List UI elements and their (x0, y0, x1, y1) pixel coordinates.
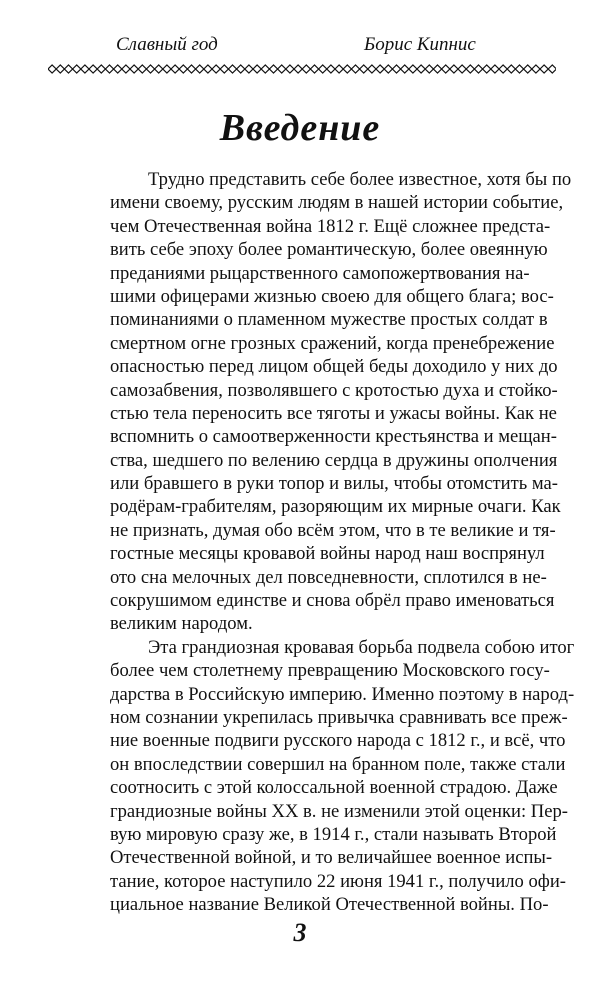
ornament-diamond (327, 65, 335, 73)
ornament-diamond (204, 65, 212, 73)
ornament-diamond (417, 65, 425, 73)
ornament-diamond (114, 65, 122, 73)
text-line: соотносить с этой колоссальной военной страдою. Даже (110, 777, 558, 799)
ornament-diamond (89, 65, 97, 73)
ornament-diamond (515, 65, 523, 73)
ornament-diamond (138, 65, 146, 73)
ornament-divider (48, 64, 556, 74)
text-line: гостные месяцы кровавой войны народ наш воспрянул (110, 543, 545, 565)
ornament-diamond (540, 65, 548, 73)
text-line: тание, которое наступило 22 июня 1941 г., получило офи- (110, 870, 566, 892)
text-line: чем Отечественная война 1812 г. Ещё сложнее предста- (110, 215, 551, 237)
ornament-diamond (499, 65, 507, 73)
text-line: ном сознании укрепилась привычка сравнивать все преж- (110, 706, 568, 728)
ornament-diamond (286, 65, 294, 73)
ornament-diamond (433, 65, 441, 73)
ornament-diamond (212, 65, 220, 73)
ornament-diamond (269, 65, 277, 73)
text-line: циальное название Великой Отечественной войны. По- (110, 894, 549, 916)
text-line: ние военные подвиги русского народа с 1812 г., и всё, что (110, 730, 566, 752)
text-line: поминаниями о пламенном мужестве простых солдат в (110, 309, 548, 331)
text-line: Отечественной войной, и то величайшее военное испы- (110, 847, 553, 869)
text-line: великим народом. (110, 613, 253, 635)
text-line: вспомнить о самоотверженности крестьянства и мещан- (110, 426, 557, 448)
text-line: стью тела переносить все тяготы и ужасы войны. Как не (110, 402, 557, 424)
ornament-diamond (81, 65, 89, 73)
ornament-diamond (491, 65, 499, 73)
ornament-diamond (442, 65, 450, 73)
ornament-diamond (64, 65, 72, 73)
ornament-diamond (483, 65, 491, 73)
text-line: или бравшего в руки топор и вилы, чтобы отомстить ма- (110, 473, 558, 495)
ornament-diamond (532, 65, 540, 73)
text-line: Трудно представить себе более известное, хотя бы по (148, 169, 572, 190)
text-line: дарства в Российскую империю. Именно поэтому в народ- (110, 683, 575, 705)
text-line: более чем столетнему превращению Московского госу- (110, 660, 550, 682)
text-line: не признать, думая обо всём этом, что в те великие и тя- (110, 519, 556, 541)
ornament-diamond (245, 65, 253, 73)
ornament-diamond (179, 65, 187, 73)
ornament-diamond (310, 65, 318, 73)
ornament-diamond (458, 65, 466, 73)
text-line: сокрушимом единстве и снова обрёл право именоваться (110, 590, 555, 612)
ornament-diamond (97, 65, 105, 73)
text-line: преданиями рыцарственного самопожертвования на- (110, 262, 530, 284)
ornament-diamond (376, 65, 384, 73)
ornament-diamond (196, 65, 204, 73)
chapter-title: Введение (219, 107, 381, 149)
ornament-diamond (294, 65, 302, 73)
ornament-diamond (155, 65, 163, 73)
ornament-diamond (171, 65, 179, 73)
ornament-diamond (368, 65, 376, 73)
text-line: шими офицерами жизнью своею для общего блага; вос- (110, 285, 554, 307)
ornament-diamond (524, 65, 532, 73)
ornament-diamond (507, 65, 515, 73)
running-head-left: Славный год (116, 34, 218, 55)
ornament-diamond (351, 65, 359, 73)
ornament-diamond (163, 65, 171, 73)
text-line: самозабвения, позволявшего с кротостью духа и стойко- (110, 379, 558, 401)
text-line: он впоследствии совершил на бранном поле, также стали (110, 753, 566, 775)
ornament-diamond (73, 65, 81, 73)
text-line: грандиозные войны XX в. не изменили этой оценки: Пер- (110, 800, 568, 822)
ornament-diamond (105, 65, 113, 73)
ornament-diamond (130, 65, 138, 73)
ornament-diamond (278, 65, 286, 73)
ornament-diamond (302, 65, 310, 73)
ornament-diamond (228, 65, 236, 73)
ornament-diamond (360, 65, 368, 73)
ornament-diamond (392, 65, 400, 73)
ornament-diamond (450, 65, 458, 73)
ornament-diamond (425, 65, 433, 73)
ornament-diamond (474, 65, 482, 73)
ornament-diamond (56, 65, 64, 73)
ornament-diamond (466, 65, 474, 73)
ornament-diamond (409, 65, 417, 73)
ornament-diamond (548, 65, 556, 73)
text-line: Эта грандиозная кровавая борьба подвела собою итог (148, 636, 575, 658)
text-line: вить себе эпоху более романтическую, более овеянную (110, 239, 548, 261)
text-line: ото сна мелочных дел повседневности, сплотился в не- (110, 566, 547, 588)
text-line: опасностью перед лицом общей беды доходило у них до (110, 356, 558, 378)
ornament-diamond (220, 65, 228, 73)
ornament-diamond (187, 65, 195, 73)
ornament-diamond (237, 65, 245, 73)
ornament-diamond (401, 65, 409, 73)
text-line: смертном огне грозных сражений, когда пренебрежение (110, 332, 555, 354)
ornament-diamond (335, 65, 343, 73)
ornament-diamond (384, 65, 392, 73)
ornament-diamond (146, 65, 154, 73)
ornament-diamond (253, 65, 261, 73)
body-text (110, 168, 575, 917)
ornament-diamond (343, 65, 351, 73)
ornament-diamond (122, 65, 130, 73)
text-line: вую мировую сразу же, в 1914 г., стали называть Второй (110, 823, 557, 845)
text-line: родёрам-грабителям, разоряющим их мирные очаги. Как (110, 496, 561, 518)
ornament-diamond (261, 65, 269, 73)
running-head-right: Борис Кипнис (364, 34, 476, 55)
ornament-diamond (319, 65, 327, 73)
text-line: имени своему, русским людям в нашей истории событие, (110, 192, 564, 214)
text-line: ства, шедшего по велению сердца в дружины ополчения (110, 449, 558, 471)
ornament-diamond (48, 65, 56, 73)
page-number: 3 (293, 918, 307, 947)
